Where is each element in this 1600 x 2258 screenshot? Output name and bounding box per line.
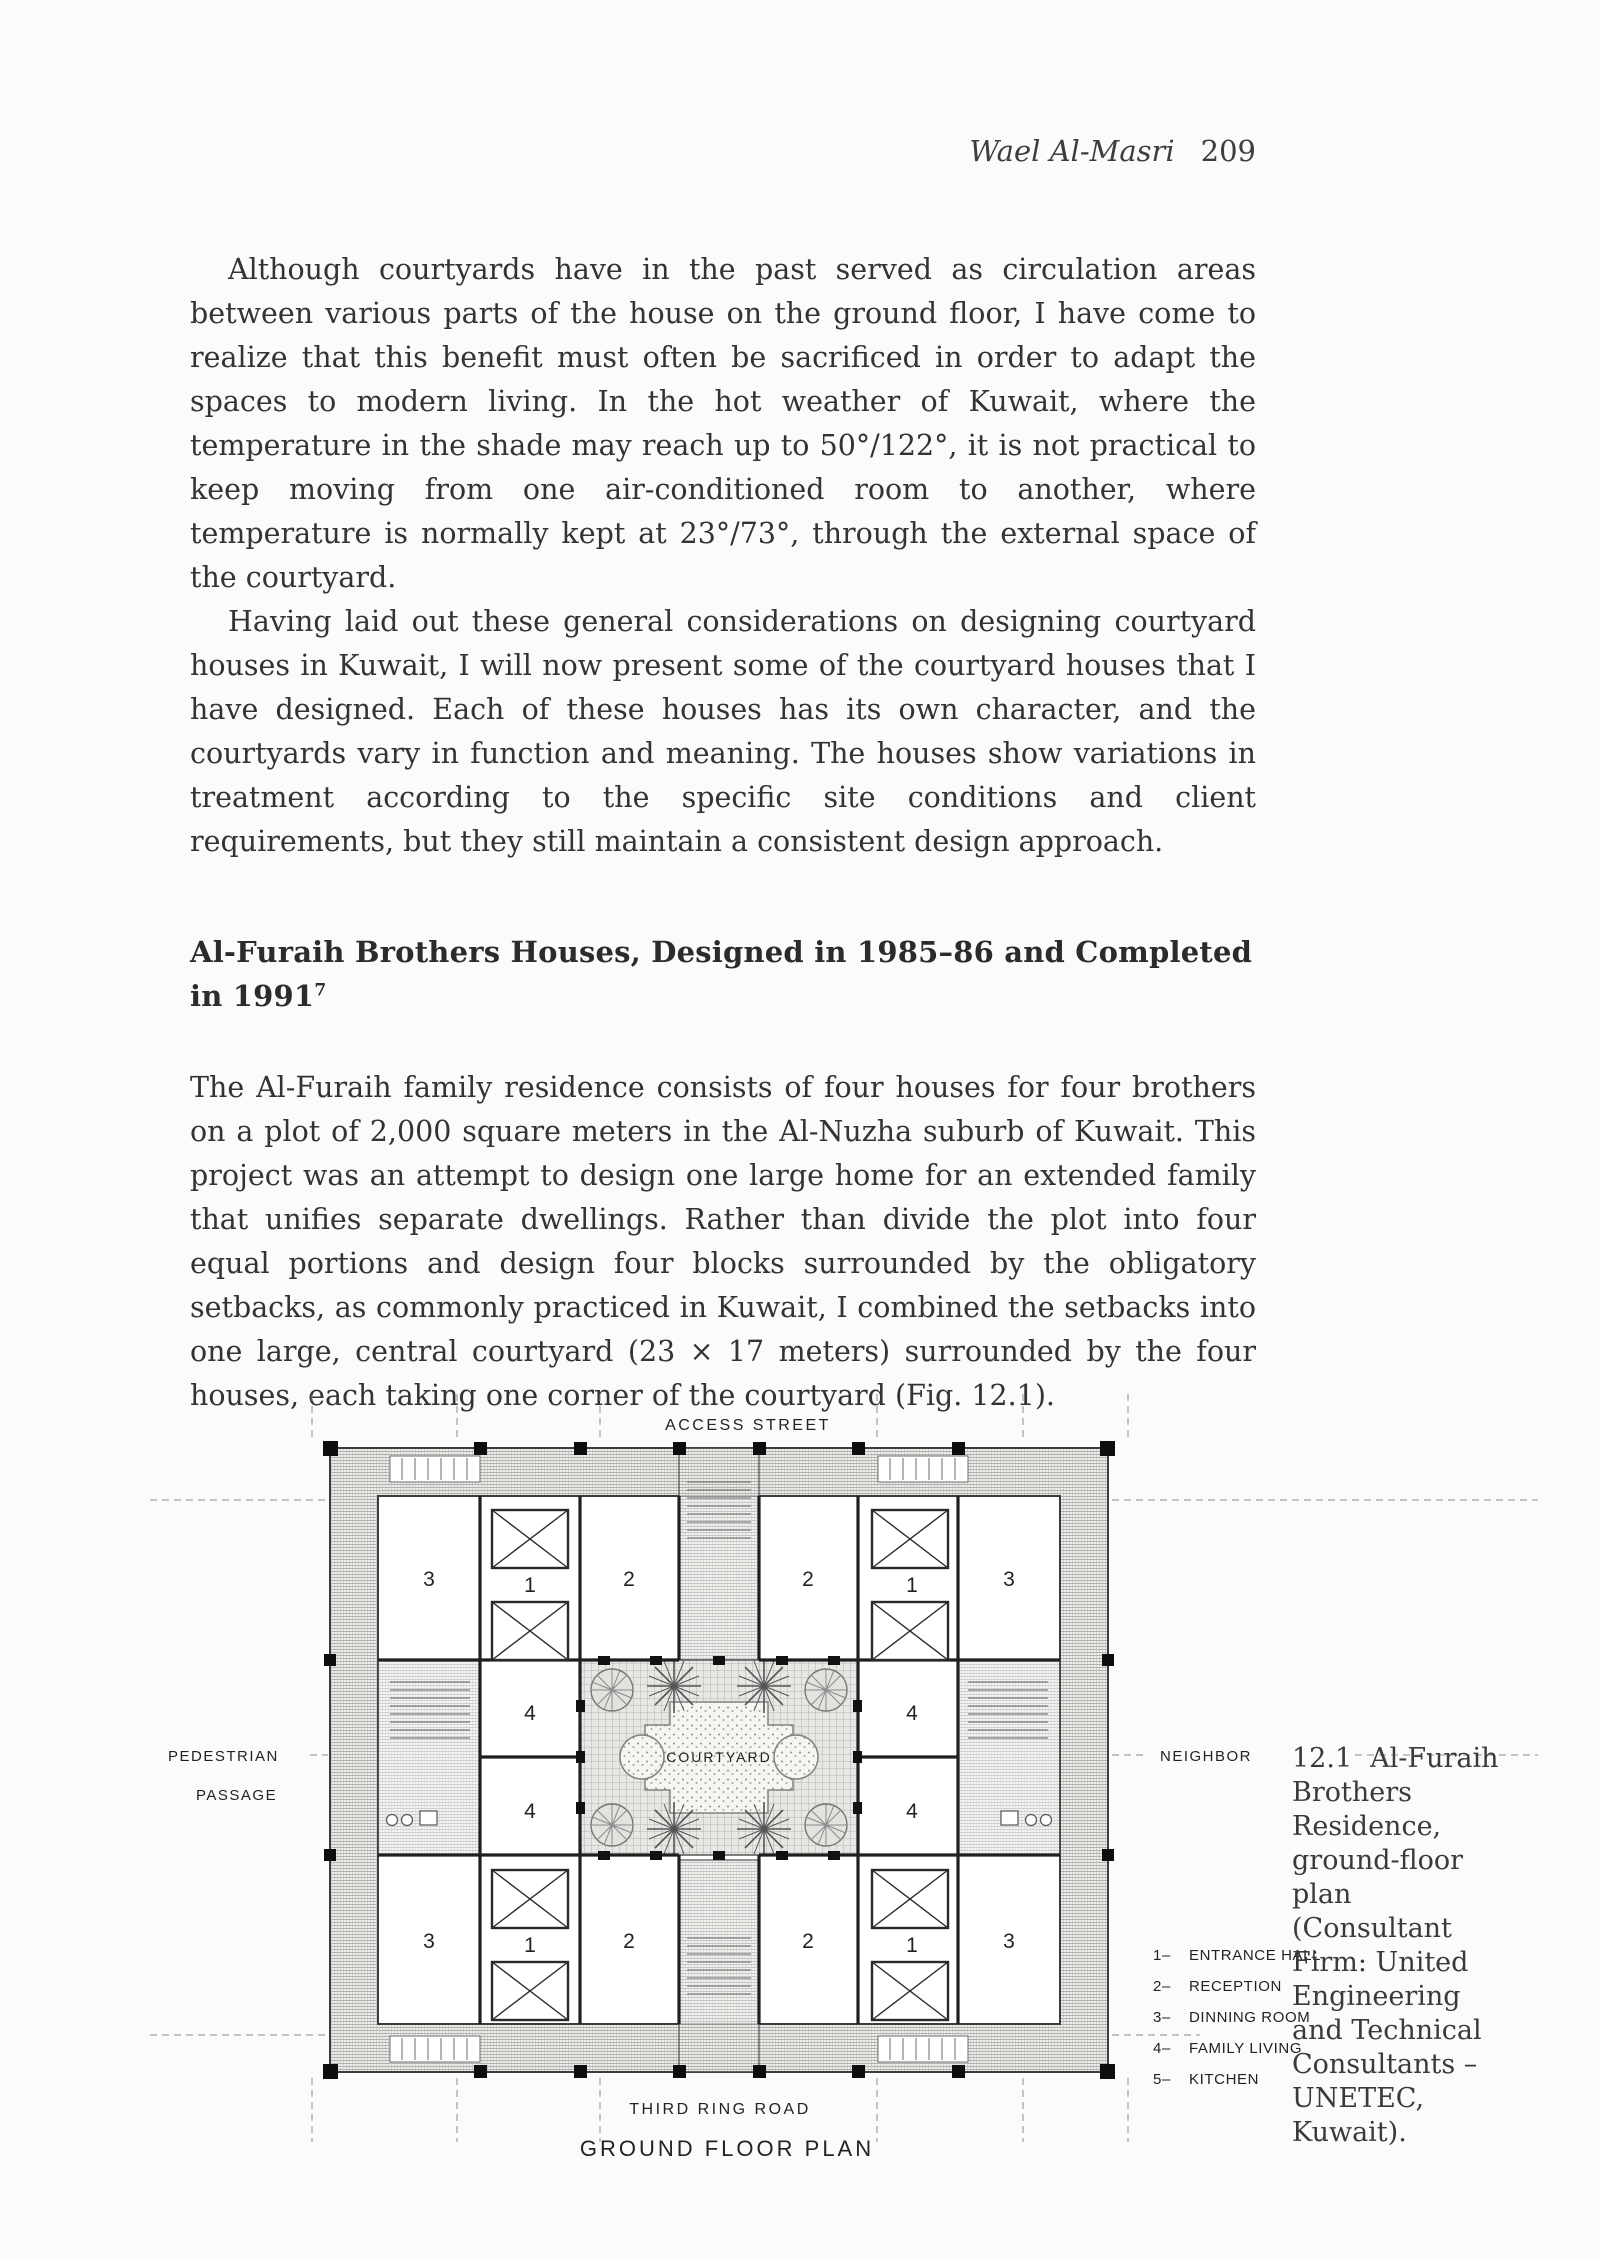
room-4-upper-right: 4 — [906, 1702, 918, 1725]
figure-number: 12.1 — [1292, 1743, 1353, 1774]
room-1-bottom-left: 1 — [524, 1934, 536, 1957]
paragraph-1: Although courtyards have in the past served as circulation areas between various parts of the house on the ground floor, I have come to realize that this benefit must often be sacrificed in order to adapt the spaces to modern living. In the hot weather of Kuwait, where the temperature in the shade may reach up to 50°/122°, it is not practical to keep moving from one air-conditioned room to another, where temperature is normally kept at 23°/73°, through the external space of the courtyard. — [190, 253, 1256, 594]
room-4-lower-left: 4 — [524, 1800, 536, 1823]
courtyard-label: COURTYARD — [666, 1749, 772, 1765]
page-number: 209 — [1200, 134, 1256, 168]
room-2-bottom-left: 2 — [623, 1930, 635, 1953]
text-block — [190, 248, 1256, 1418]
running-header — [190, 134, 1256, 168]
room-2-top-right: 2 — [802, 1568, 814, 1591]
room-4-lower-right: 4 — [906, 1800, 918, 1823]
room-1-top-right: 1 — [906, 1574, 918, 1597]
legend-item: 4– FAMILY LIVING — [1153, 2040, 1303, 2057]
passage-label: PASSAGE — [196, 1787, 278, 1804]
paragraph-3: The Al-Furaih family residence consists of four houses for four brothers on a plot of 2,000 square meters in the Al-Nuzha suburb of Kuwait. This project was an attempt to design one large home for an extended family that unifies separate dwellings. Rather than divide the plot into four equal portions and design four blocks surrounded by the obligatory setbacks, as commonly practiced in Kuwait, I combined the setbacks into one large, central courtyard (23 × 17 meters) surrounded by the four houses, each taking one corner of the courtyard (Fig. 12.1). — [190, 1071, 1256, 1412]
legend-item: 1– ENTRANCE HALL — [1153, 1947, 1321, 1964]
footnote-marker: 7 — [314, 980, 327, 1001]
ground-floor-plan-title: GROUND FLOOR PLAN — [579, 2136, 875, 2161]
room-3-top-right: 3 — [1003, 1568, 1015, 1591]
room-3-bottom-right: 3 — [1003, 1930, 1015, 1953]
access-street-label: ACCESS STREET — [665, 1417, 831, 1434]
pedestrian-label: PEDESTRIAN — [168, 1748, 279, 1765]
room-1-bottom-right: 1 — [906, 1934, 918, 1957]
room-3-top-left: 3 — [423, 1568, 435, 1591]
section-heading-text: Al-Furaih Brothers Houses, Designed in 1985–86 and Completed in 1991 — [190, 935, 1253, 1013]
neighbor-label: NEIGHBOR — [1160, 1748, 1253, 1765]
section-heading — [190, 930, 1256, 1018]
room-4-upper-left: 4 — [524, 1702, 536, 1725]
courtyard — [580, 1659, 858, 1856]
room-2-bottom-right: 2 — [802, 1930, 814, 1953]
legend-item: 3– DINNING ROOM — [1153, 2009, 1311, 2026]
legend-item: 5– KITCHEN — [1153, 2071, 1260, 2088]
room-2-top-left: 2 — [623, 1568, 635, 1591]
legend-item: 2– RECEPTION — [1153, 1978, 1282, 1995]
paragraph-2: Having laid out these general considerations on designing courtyard houses in Kuwait, I will now present some of the courtyard houses that I have designed. Each of these houses has its own character, and the courtyards vary in function and meaning. The houses show variations in treatment according to the specific site conditions and client requirements, but they still maintain a consistent design approach. — [190, 605, 1256, 858]
figure-caption — [1292, 1742, 1507, 2150]
room-1-top-left: 1 — [524, 1574, 536, 1597]
running-title: Wael Al-Masri — [969, 134, 1175, 168]
third-ring-road-label: THIRD RING ROAD — [629, 2101, 811, 2118]
figure-caption-text: Al-Furaih Brothers Residence, ground-floor plan (Consultant Firm: United Engineering and Technical Consultants – UNETEC, Kuwait). — [1292, 1743, 1499, 2148]
room-3-bottom-left: 3 — [423, 1930, 435, 1953]
